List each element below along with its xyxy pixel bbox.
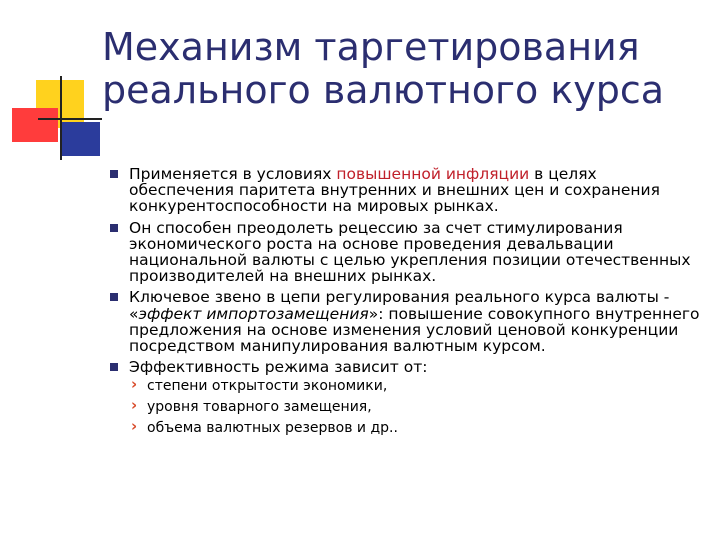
bullet-item <box>110 359 705 436</box>
sub-bullet-list <box>129 379 705 436</box>
bullet-text-post: »: повышение совокупного внутреннего предложения на основе изменения условий ценовой конкуренции посредством манипулирования валютным курсом. <box>129 304 700 356</box>
slide-body <box>110 166 705 442</box>
bullet-item <box>110 220 705 285</box>
decor-blue-square <box>62 122 100 156</box>
bullet-item <box>110 289 705 354</box>
bullet-text: Эффективность режима зависит от: <box>129 358 428 377</box>
bullet-item <box>110 166 705 215</box>
bullet-text-italic: эффект импортозамещения <box>138 304 369 323</box>
decor-red-square <box>12 108 58 142</box>
decor-horizontal-line <box>38 118 102 120</box>
sub-bullet-item: › объема валютных резервов и др.. <box>129 421 705 436</box>
bullet-list <box>110 166 705 436</box>
bullet-text: Он способен преодолеть рецессию за счет стимулирования экономического роста на основе проведения девальвации национальной валюты с целью укрепления позиции отечественных производителей на внешних рынках. <box>129 218 691 286</box>
slide-title: Механизм таргетирования реального валютного курса <box>102 25 665 112</box>
sub-bullet-item: › уровня товарного замещения, <box>129 400 705 415</box>
bullet-text-post: в целях обеспечения паритета внутренних и внешних цен и сохранения конкурентоспособности на мировых рынках. <box>129 165 660 216</box>
bullet-text-highlight: повышенной инфляции <box>336 165 530 183</box>
bullet-text-pre: Ключевое звено в цепи регулирования реального курса валюты - « <box>129 288 670 323</box>
bullet-text-pre: Применяется в условиях <box>129 165 337 183</box>
sub-bullet-item: › степени открытости экономики, <box>129 379 705 394</box>
